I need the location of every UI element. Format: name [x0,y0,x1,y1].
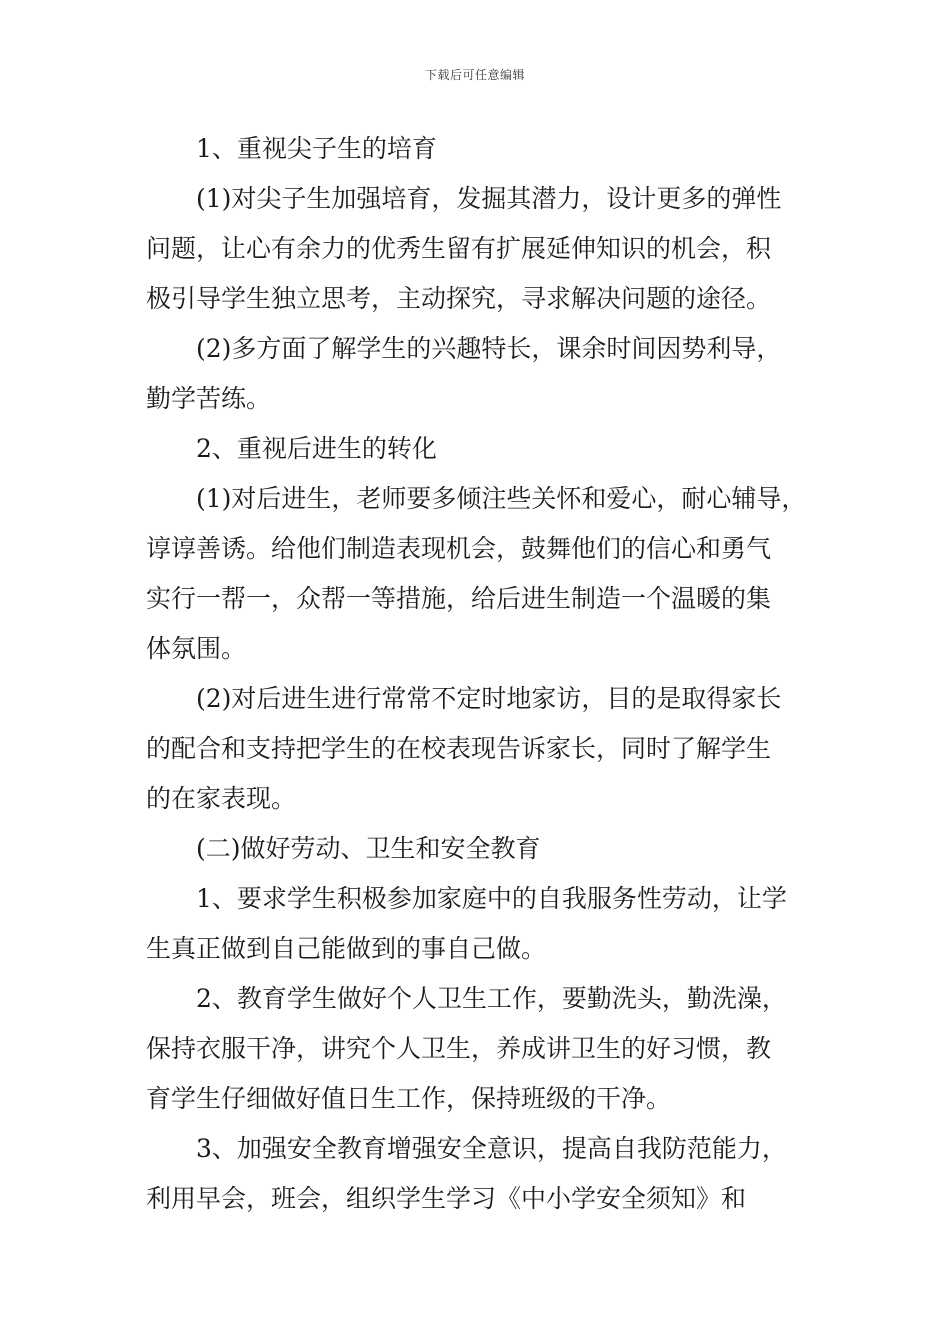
text-line: 育学生仔细做好值日生工作，保持班级的干净。 [146,1084,672,1113]
text-line: 利用早会，班会，组织学生学习《中小学安全须知》和 [146,1184,747,1213]
text-line: (1)对尖子生加强培育，发掘其潜力，设计更多的弹性 [196,184,782,213]
text-line: (1)对后进生，老师要多倾注些关怀和爱心，耐心辅导， [196,484,807,513]
text-line: 谆谆善诱。给他们制造表现机会，鼓舞他们的信心和勇气 [146,534,772,563]
text-line: 实行一帮一，众帮一等措施，给后进生制造一个温暖的集 [146,584,772,613]
text-line: (2)多方面了解学生的兴趣特长，课余时间因势利导， [196,334,782,363]
text-line: 2、重视后进生的转化 [196,434,437,463]
text-line: 极引导学生独立思考，主动探究，寻求解决问题的途径。 [146,284,772,313]
text-line: 的在家表现。 [146,784,297,813]
text-line: 保持衣服干净，讲究个人卫生，养成讲卫生的好习惯，教 [146,1034,772,1063]
text-line: 体氛围。 [146,634,247,663]
text-line: 勤学苦练。 [146,384,272,413]
text-line: 的配合和支持把学生的在校表现告诉家长，同时了解学生 [146,734,772,763]
text-line: 2、教育学生做好个人卫生工作，要勤洗头，勤洗澡， [196,984,787,1013]
text-line: 3、加强安全教育增强安全意识，提高自我防范能力， [196,1134,787,1163]
text-line: 1、要求学生积极参加家庭中的自我服务性劳动，让学 [196,884,787,913]
text-line: 问题，让心有余力的优秀生留有扩展延伸知识的机会，积 [146,234,772,263]
document-body [146,124,816,1224]
text-line: (2)对后进生进行常常不定时地家访，目的是取得家长 [196,684,782,713]
page-header: 下载后可任意编辑 [424,68,525,82]
text-line: (二)做好劳动、卫生和安全教育 [196,834,541,863]
text-line: 生真正做到自己能做到的事自己做。 [146,934,547,963]
text-line: 1、重视尖子生的培育 [196,134,437,163]
